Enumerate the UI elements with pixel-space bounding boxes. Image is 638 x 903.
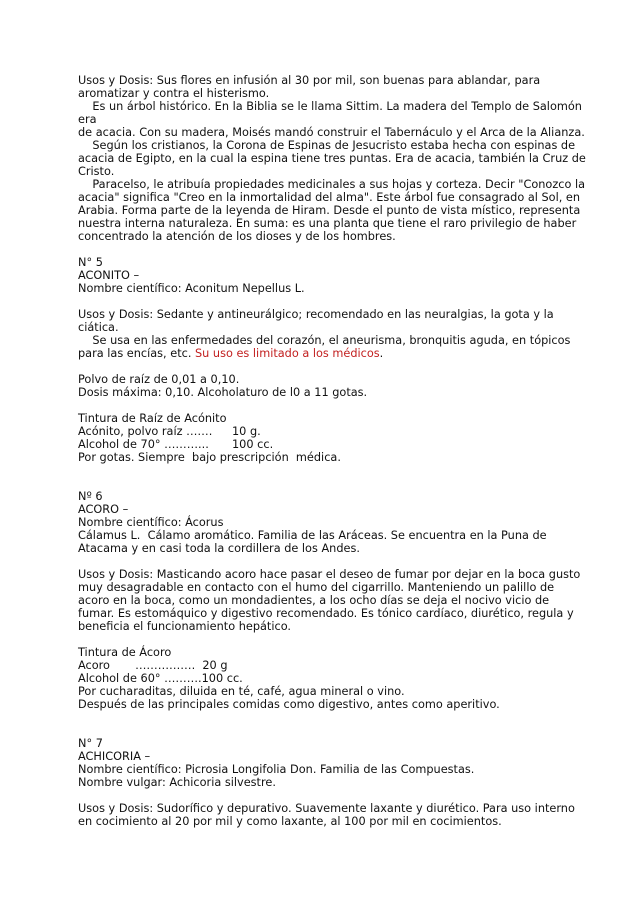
text-line: Por cucharaditas, diluida en té, café, agua mineral o vino. (78, 685, 405, 698)
text-line: Por gotas. Siempre bajo prescripción médica. (78, 451, 341, 464)
text-line: Usos y Dosis: Sudorífico y depurativo. Suavemente laxante y diurético. Para uso interno (78, 802, 575, 815)
entry-number: Nº 6 (78, 490, 103, 503)
entry-name: ACHICORIA – (78, 750, 151, 763)
text-line: Usos y Dosis: Masticando acoro hace pasar el deseo de fumar por dejar en la boca gusto (78, 568, 581, 581)
warning-text: Su uso es limitado a los médicos (195, 347, 380, 360)
recipe-line: Acoro ……………. 20 g (78, 659, 228, 672)
text-line: acacia" significa "Creo en la inmortalidad del alma". Este árbol fue consagrado al Sol, en (78, 191, 581, 204)
scientific-name: Nombre científico: Aconitum Nepellus L. (78, 282, 305, 295)
text-line: Es un árbol histórico. En la Biblia se le llama Sittim. La madera del Templo de Salomón (78, 100, 582, 113)
text-line: Usos y Dosis: Sedante y antineurálgico; recomendado en las neuralgias, la gota y la (78, 308, 554, 321)
text-line: de acacia. Con su madera, Moisés mandó construir el Tabernáculo y el Arca de la Alianza. (78, 126, 585, 139)
entry-name: ACONITO – (78, 269, 140, 282)
text-line: Según los cristianos, la Corona de Espinas de Jesucristo estaba hecha con espinas de (78, 139, 576, 152)
entry-number: N° 7 (78, 737, 103, 750)
common-name: Nombre vulgar: Achicoria silvestre. (78, 776, 276, 789)
text-line: Paracelso, le atribuía propiedades medicinales a sus hojas y corteza. Decir "Conozco la (78, 178, 586, 191)
text-line: muy desagradable en contacto con el humo del cigarrillo. Manteniendo un palillo de (78, 581, 555, 594)
ingredient: Alcohol de 70° ………... (78, 438, 209, 451)
recipe-line: Alcohol de 60° ……….100 cc. (78, 672, 243, 685)
scientific-name: Nombre científico: Picrosia Longifolia Don. Familia de las Compuestas. (78, 763, 475, 776)
text-segment: para las encías, etc. (78, 347, 196, 360)
ingredient: Acónito, polvo raíz ……. (78, 425, 213, 438)
entry-achicoria (78, 737, 575, 828)
text-line: Atacama y en casi toda la cordillera de los Andes. (78, 542, 360, 555)
text-segment: . (379, 347, 384, 360)
quantity: 100 cc. (232, 438, 274, 451)
scientific-name: Nombre científico: Ácorus (78, 516, 224, 529)
recipe-title: Tintura de Raíz de Acónito (78, 412, 227, 425)
text-line: aromatizar y contra el histerismo. (78, 87, 270, 100)
entry-aconito (78, 256, 571, 464)
text-line: Cálamus L. Cálamo aromático. Familia de las Aráceas. Se encuentra en la Puna de (78, 529, 547, 542)
text-line: acoro en la boca, como un mondadientes, a los ocho días se deja el nocivo vicio de (78, 594, 550, 607)
text-line: concentrado la atención de los dioses y de los hombres. (78, 230, 396, 243)
recipe-line (78, 438, 568, 451)
text-line: Después de las principales comidas como digestivo, antes como aperitivo. (78, 698, 500, 711)
entry-name: ACORO – (78, 503, 129, 516)
recipe-title: Tintura de Ácoro (78, 646, 172, 659)
text-line: Usos y Dosis: Sus flores en infusión al 30 por mil, son buenas para ablandar, para (78, 74, 541, 87)
text-line (78, 347, 568, 360)
quantity: 10 g. (232, 425, 261, 438)
text-line: ciática. (78, 321, 119, 334)
text-line: nuestra interna naturaleza. En suma: es una planta que tiene el raro privilegio de haber (78, 217, 577, 230)
text-line: beneficia el funcionamiento hepático. (78, 620, 292, 633)
text-line: en cocimiento al 20 por mil y como laxante, al 100 por mil en cocimientos. (78, 815, 502, 828)
recipe-line (78, 425, 568, 438)
entry-number: N° 5 (78, 256, 103, 269)
text-line: Se usa en las enfermedades del corazón, el aneurisma, bronquitis aguda, en tópicos (78, 334, 571, 347)
text-line: acacia de Egipto, en la cual la espina tiene tres puntas. Era de acacia, también la Cruz de (78, 152, 586, 165)
text-line: Dosis máxima: 0,10. Alcoholaturo de l0 a 11 gotas. (78, 386, 368, 399)
text-line: fumar. Es estomáquico y digestivo recomendado. Es tónico cardíaco, diurético, regula y (78, 607, 574, 620)
text-line: Arabia. Forma parte de la leyenda de Hiram. Desde el punto de vista místico, representa (78, 204, 581, 217)
intro-section (78, 74, 586, 243)
document-page (78, 74, 586, 828)
text-line: era (78, 113, 97, 126)
entry-acoro (78, 490, 581, 711)
text-line: Cristo. (78, 165, 115, 178)
text-line: Polvo de raíz de 0,01 a 0,10. (78, 373, 240, 386)
